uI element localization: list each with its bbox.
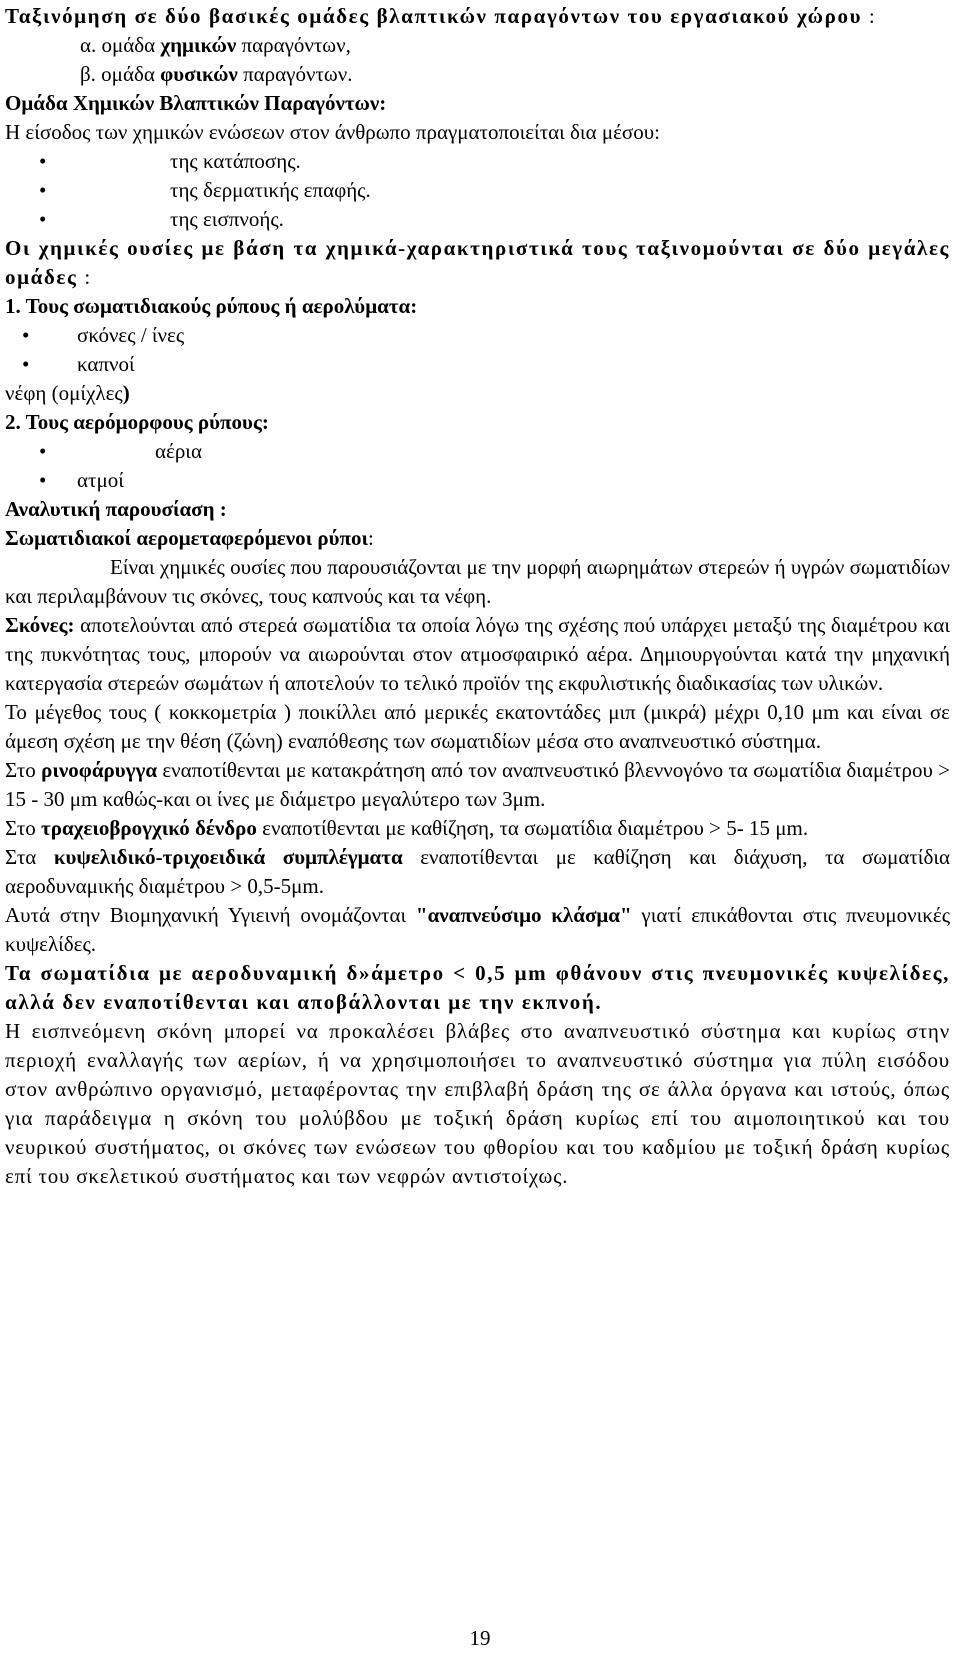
groups-heading-text: Οι χημικές ουσίες με βάση τα χημικά-χαρακτηριστικά τους ταξινομούνται σε δύο μεγάλες ομάδες [5, 236, 950, 289]
list-item [5, 176, 950, 205]
particulate-subheading [5, 524, 950, 553]
group2-heading: 2. Τους αερόμορφους ρύπους: [5, 410, 269, 434]
bullet-icon: • [39, 149, 47, 173]
bullet-icon: • [39, 207, 47, 231]
groups-heading-colon: : [77, 265, 92, 289]
naso-bold: ρινοφάρυγγα [41, 758, 158, 782]
tracheobronchial-paragraph [5, 814, 950, 843]
item-b-bold: φυσικών [160, 62, 238, 86]
alv-text: εναποτίθενται με καθίζηση και διάχυση, τα σωματίδια αεροδυναμικής διαμέτρου > 0,5-5μm. [5, 845, 950, 898]
bullet-icon: • [39, 178, 47, 202]
chemical-agents-heading: Ομάδα Χημικών Βλαπτικών Παραγόντων: [5, 91, 387, 115]
particulate-definition: Είναι χημικές ουσίες που παρουσιάζονται με την μορφή αιωρημάτων στερεών ή υγρών σωματιδίων και περιλαμβάνουν τις σκόνες, τους καπνούς και τα νέφη. [5, 555, 950, 608]
trach-bold: τραχειοβρογχικό δένδρο [41, 816, 257, 840]
dust-text: αποτελούνται από στερεά σωματίδια τα οποία λόγω της σχέσης πού υπάρχει μεταξύ της διαμέτρου και της πυκνότητας τους, μπορούν να αιωρούνται στον ατμοσφαιρικό αέρα. Δημιουργούνται κατά την μηχανική κατεργασία στερεών σωμάτων ή αποτελούν το τελικό προϊόν της εκφυλιστικής διαδικασίας των υλικών. [5, 613, 950, 695]
group1-smoke: καπνοί [77, 352, 135, 376]
entry-routes-intro: Η είσοδος των χημικών ενώσεων στον άνθρωπο πραγματοποιείται δια μέσου: [5, 120, 660, 144]
group1-heading: 1. Τους σωματιδιακούς ρύπους ή αερολύματα: [5, 294, 418, 318]
groups-heading [5, 234, 950, 292]
route-skin-contact: της δερματικής επαφής. [170, 178, 371, 202]
group1-dust-fibres: σκόνες / ίνες [77, 323, 185, 347]
group1-mists-paren: ) [122, 381, 130, 405]
page-content [5, 2, 950, 1191]
small-particles-paragraph: Τα σωματίδια με αεροδυναμική δ»άμετρο < 0,5 μm φθάνουν στις πνευμονικές κυψελίδες, αλλά δεν εναποτίθενται και αποβάλλονται με την εκπνοή. [5, 961, 950, 1014]
naso-text: εναποτίθενται με κατακράτηση από τον αναπνευστικό βλεννογόνο τα σωματίδια διαμέτρου > 15 - 30 μm καθώς-και οι ίνες με διάμετρο μεγαλύτερο των 3μm. [5, 758, 950, 811]
list-item [5, 205, 950, 234]
dust-label: Σκόνες: [5, 613, 75, 637]
item-chemical-agents [5, 31, 950, 60]
route-ingestion: της κατάποσης. [170, 149, 301, 173]
trach-text: εναποτίθενται με καθίζηση, τα σωματίδια διαμέτρου > 5- 15 μm. [256, 816, 809, 840]
group2-vapours: ατμοί [77, 468, 124, 492]
resp-prefix: Αυτά στην Βιομηχανική Υγιεινή ονομάζονται [5, 903, 416, 927]
particulate-subheading-text: Σωματιδιακοί αερομεταφερόμενοι ρύποι [5, 526, 369, 550]
group2-gases: αέρια [155, 439, 202, 463]
resp-text: γιατί επικάθονται στις πνευμονικές κυψελίδες. [5, 903, 951, 956]
page-number: 19 [469, 1626, 491, 1650]
list-item [5, 321, 950, 350]
inhaled-dust-paragraph: Η εισπνεόμενη σκόνη μπορεί να προκαλέσει βλάβες στο αναπνευστικό σύστημα και κυρίως στην περιοχή εναλλαγής των αερίων, ή να χρησιμοποιήσει το αναπνευστικό σύστημα για πύλη εισόδου στον ανθρώπινο οργανισμό, μεταφέροντας την επιβλαβή δράση της σε άλλα όργανα και ιστούς, όπως για παράδειγμα η σκόνη του μολύβδου με τοξική δράση κυρίως επί του αιμοποιητικού και του νευρικού συστήματος, οι σκόνες των ενώσεων του φθορίου και του καδμίου με τοξική δράση κυρίως επί του σκελετικού συστήματος και των νεφρών αντιστοίχως. [5, 1019, 950, 1188]
item-a-prefix: α. ομάδα [80, 33, 161, 57]
group1-mists [5, 379, 950, 408]
item-a-suffix: παραγόντων, [236, 33, 351, 57]
classification-heading [5, 2, 950, 31]
route-inhalation: της εισπνοής. [170, 207, 284, 231]
item-a-bold: χημικών [160, 33, 237, 57]
bullet-icon: • [22, 323, 30, 347]
list-item [5, 466, 950, 495]
item-b-prefix: β. ομάδα [80, 62, 161, 86]
list-item [5, 350, 950, 379]
bullet-icon: • [39, 468, 47, 492]
bullet-icon: • [39, 439, 47, 463]
resp-bold: "αναπνεύσιμο κλάσμα" [415, 903, 632, 927]
particulate-subheading-colon: : [368, 526, 374, 550]
classification-heading-colon: : [862, 4, 877, 28]
item-b-suffix: παραγόντων. [237, 62, 353, 86]
group1-mists-text: νέφη (ομίχλες [5, 381, 123, 405]
bullet-icon: • [22, 352, 30, 376]
nasopharynx-paragraph [5, 756, 950, 814]
alv-bold: κυψελιδικό-τριχοειδικά συμπλέγματα [53, 845, 403, 869]
item-physical-agents [5, 60, 950, 89]
dust-paragraph [5, 611, 950, 698]
list-item [5, 147, 950, 176]
respirable-fraction-paragraph [5, 901, 950, 959]
alv-prefix: Στα [5, 845, 54, 869]
naso-prefix: Στο [5, 758, 42, 782]
classification-heading-text: Ταξινόμηση σε δύο βασικές ομάδες βλαπτικών παραγόντων του εργασιακού χώρου [5, 4, 863, 28]
alveolar-paragraph [5, 843, 950, 901]
trach-prefix: Στο [5, 816, 42, 840]
analysis-heading: Αναλυτική παρουσίαση : [5, 497, 227, 521]
list-item [5, 437, 950, 466]
size-paragraph: Το μέγεθος τους ( κοκκομετρία ) ποικίλλει από μερικές εκατοντάδες μιπ (μικρά) μέχρι 0,10 μm και είναι σε άμεση σχέση με την θέση (ζώνη) εναπόθεσης των σωματιδίων μέσα στο αναπνευστικό σύστημα. [5, 700, 950, 753]
